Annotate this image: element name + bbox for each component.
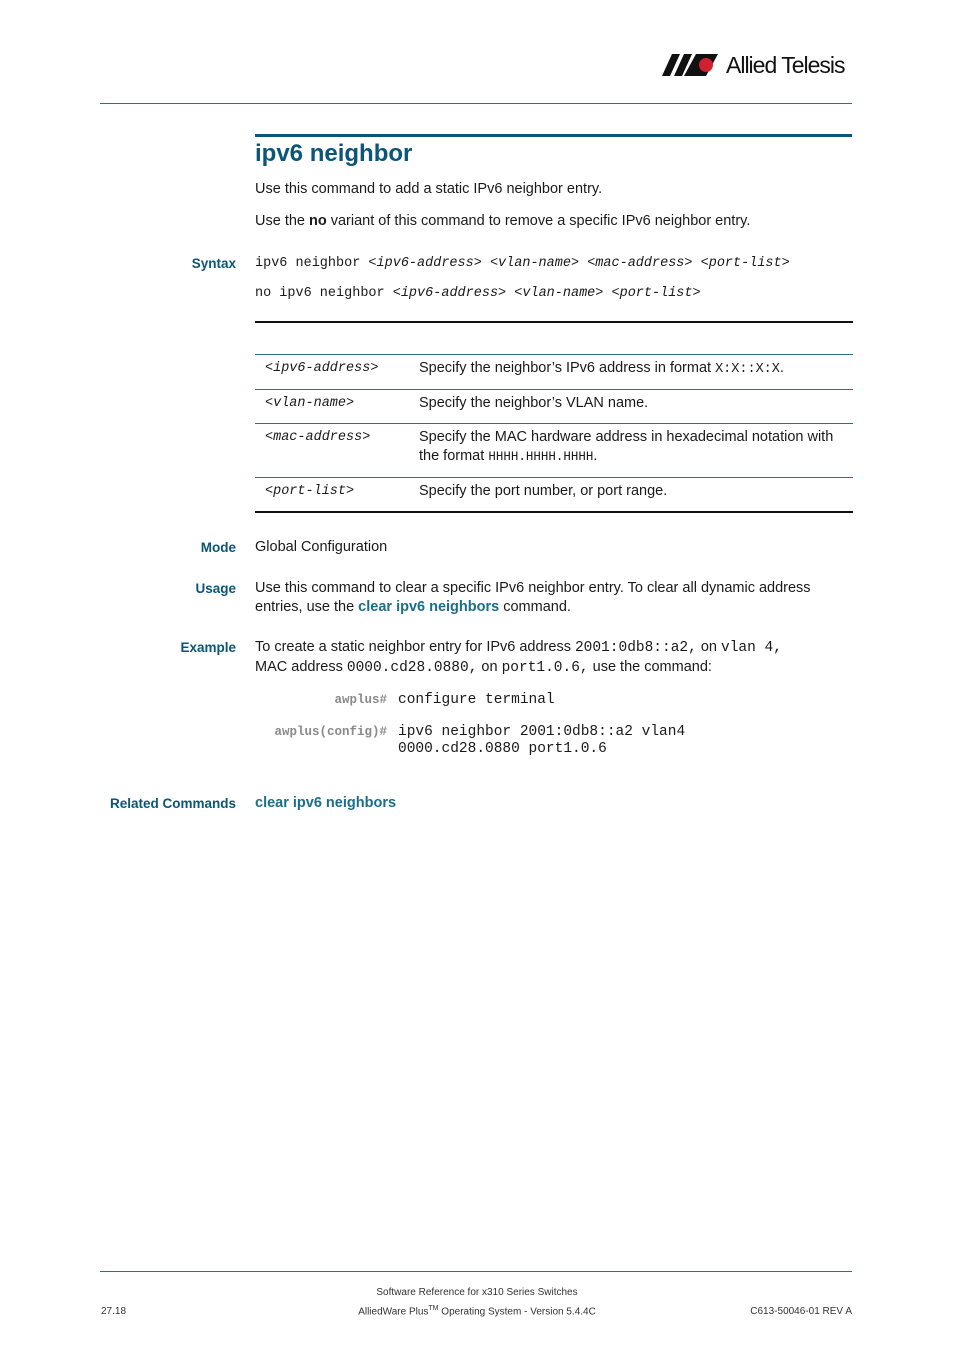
usage-label: Usage xyxy=(195,581,236,596)
related-commands-label: Related Commands xyxy=(109,796,236,811)
related-clear-ipv6-neighbors-link[interactable]: clear ipv6 neighbors xyxy=(255,795,397,811)
cli-command: ipv6 neighbor 2001:0db8::a2 vlan4 xyxy=(398,724,686,740)
cli-command-continued: 0000.cd28.0880 port1.0.6 xyxy=(398,741,607,757)
mode-label: Mode xyxy=(200,540,236,555)
clear-ipv6-neighbors-link[interactable]: clear ipv6 neighbors xyxy=(358,599,500,615)
intro-line-2: Use the no variant of this command to remove a specific IPv6 neighbor entry. xyxy=(255,213,751,229)
table-row xyxy=(255,424,853,478)
allied-telesis-logo xyxy=(660,50,855,80)
usage-line-2: entries, use the clear ipv6 neighbors command. xyxy=(255,599,571,615)
param-name: <mac-address> xyxy=(255,424,419,478)
example-line-1: To create a static neighbor entry for IPv6 address 2001:0db8::a2, on vlan 4, xyxy=(255,639,782,656)
param-name: <ipv6-address> xyxy=(255,355,419,390)
cli-prompt: awplus# xyxy=(334,693,387,707)
footer-title: Software Reference for x310 Series Switches xyxy=(376,1287,578,1298)
page-title: ipv6 neighbor xyxy=(255,140,413,167)
param-desc: Specify the neighbor’s VLAN name. xyxy=(419,390,853,424)
header-rule xyxy=(100,103,852,104)
example-label: Example xyxy=(180,640,236,655)
syntax-line-2: no ipv6 neighbor <ipv6-address> <vlan-name> <port-list> xyxy=(255,286,701,301)
footer-page-number: 27.18 xyxy=(101,1306,127,1317)
no-keyword: no xyxy=(309,213,327,229)
syntax-line-1: ipv6 neighbor <ipv6-address> <vlan-name> <mac-address> <port-list> xyxy=(255,256,790,271)
footer-product: AlliedWare Plus™ Operating System - Version 5.4.4C xyxy=(358,1305,596,1318)
footer-rule xyxy=(100,1271,852,1272)
table-row xyxy=(255,355,853,390)
syntax-rule xyxy=(255,321,853,323)
example-line-2: MAC address 0000.cd28.0880, on port1.0.6, use the command: xyxy=(255,659,712,676)
usage-line-1: Use this command to clear a specific IPv6 neighbor entry. To clear all dynamic address xyxy=(255,580,811,596)
logo-text: Allied Telesis xyxy=(726,51,845,78)
cli-command: configure terminal xyxy=(398,692,555,708)
param-desc: Specify the MAC hardware address in hexadecimal notation with the format HHHH.HHHH.HHHH. xyxy=(419,424,853,478)
mode-text: Global Configuration xyxy=(255,539,388,555)
param-name: <vlan-name> xyxy=(255,390,419,424)
param-desc: Specify the port number, or port range. xyxy=(419,478,853,513)
table-row xyxy=(255,478,853,513)
footer-doc-id: C613-50046-01 REV A xyxy=(750,1306,852,1317)
title-rule xyxy=(255,134,852,137)
param-name: <port-list> xyxy=(255,478,419,513)
syntax-label: Syntax xyxy=(191,256,236,271)
cli-prompt: awplus(config)# xyxy=(274,725,387,739)
logo-mark-icon xyxy=(660,52,724,78)
table-row xyxy=(255,390,853,424)
parameter-table xyxy=(255,354,853,513)
intro-line-1: Use this command to add a static IPv6 neighbor entry. xyxy=(255,181,603,197)
param-desc: Specify the neighbor’s IPv6 address in format X:X::X:X. xyxy=(419,355,853,390)
